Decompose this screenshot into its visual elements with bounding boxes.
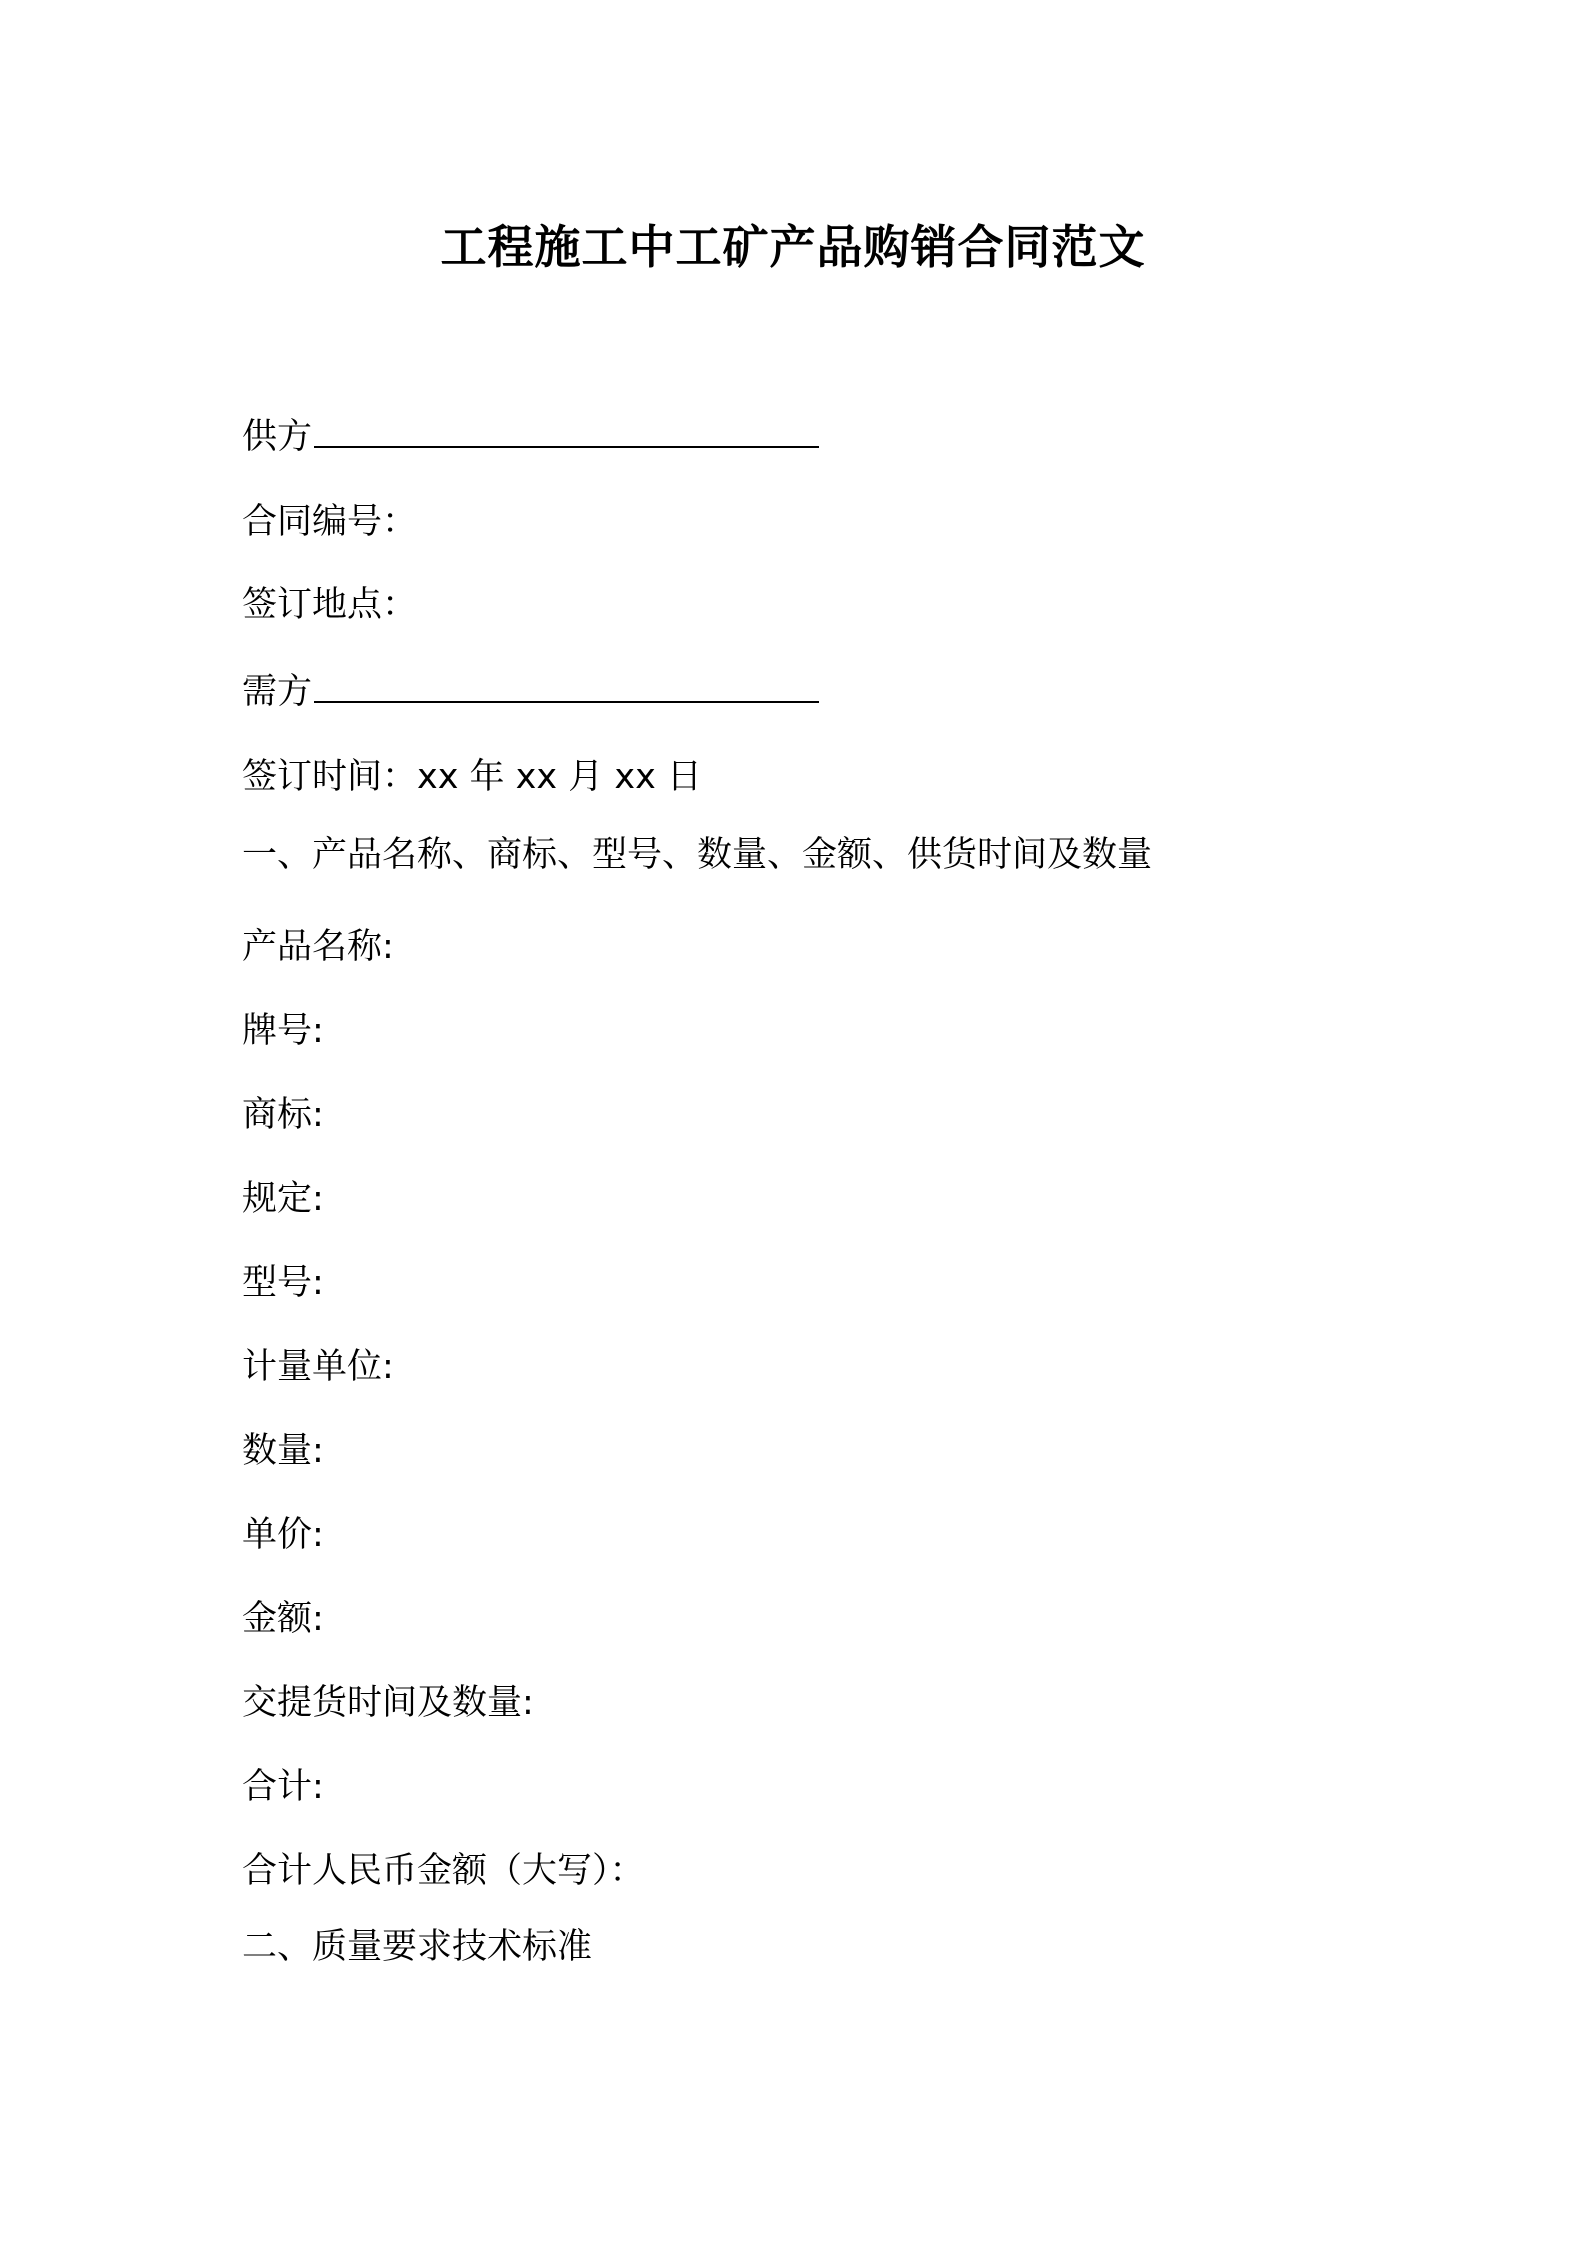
supplier-blank (314, 410, 819, 448)
field-trademark: 商标: (242, 1095, 324, 1135)
field-unit: 计量单位: (242, 1347, 394, 1387)
contract-number-line: 合同编号： (242, 502, 418, 542)
field-amount: 金额: (242, 1599, 324, 1639)
field-quantity: 数量: (242, 1431, 324, 1471)
buyer-label: 需方 (242, 672, 313, 712)
field-model: 型号: (242, 1263, 324, 1303)
field-total-rmb: 合计人民币金额（大写）： (242, 1851, 645, 1891)
supplier-line (242, 410, 819, 462)
field-unit-price: 单价: (242, 1515, 324, 1555)
sign-time-line: 签订时间：xx 年 xx 月 xx 日 (242, 757, 702, 797)
buyer-line (242, 665, 819, 717)
section-2-heading: 二、质量要求技术标准 (242, 1927, 593, 1967)
buyer-blank (314, 665, 819, 703)
section-1-heading: 一、产品名称、商标、型号、数量、金额、供货时间及数量 (242, 835, 1153, 875)
field-total: 合计: (242, 1767, 324, 1807)
field-grade: 牌号: (242, 1011, 324, 1051)
field-product-name: 产品名称: (242, 927, 394, 967)
sign-place-line: 签订地点： (242, 585, 418, 625)
supplier-label: 供方 (242, 417, 313, 457)
field-delivery-time: 交提货时间及数量: (242, 1683, 534, 1723)
field-specification: 规定: (242, 1179, 324, 1219)
document-title: 工程施工中工矿产品购销合同范文 (440, 220, 1146, 274)
